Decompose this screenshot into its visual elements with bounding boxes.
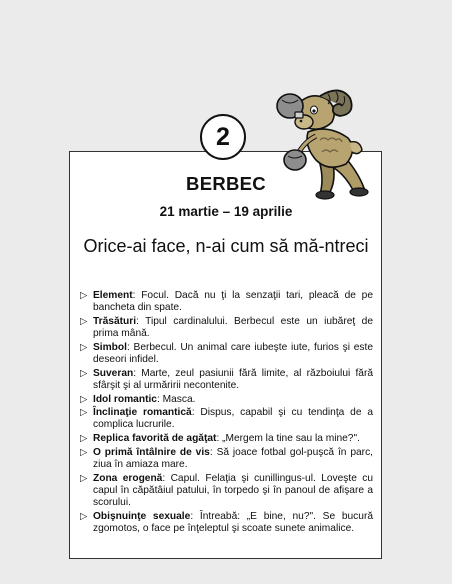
triangle-bullet-icon: ▷ <box>80 407 88 419</box>
trait-label: Idol romantic <box>93 393 157 405</box>
list-item <box>80 394 373 406</box>
triangle-bullet-icon: ▷ <box>80 290 88 301</box>
list-item <box>80 447 373 472</box>
list-item <box>80 342 373 367</box>
sign-motto: Orice-ai face, n-ai cum să mă-ntreci <box>83 236 369 256</box>
trait-label: O primă întâlnire de vis <box>93 446 210 458</box>
sign-date-range: 21 martie – 19 aprilie <box>159 204 293 219</box>
sign-number-badge: 2 <box>200 114 246 160</box>
triangle-bullet-icon: ▷ <box>80 433 88 445</box>
trait-label: Trăsături <box>93 315 137 327</box>
list-item <box>80 473 373 510</box>
trait-text: : Tipul cardinalului. Berbecul este un iubăreţ de prima mână. <box>93 315 373 340</box>
trait-text: : Masca. <box>156 393 196 405</box>
list-item <box>80 316 373 341</box>
list-item <box>80 368 373 393</box>
trait-text: : Să joace fotbal gol-puşcă în parc, ziua în amiaza mare. <box>93 446 373 470</box>
list-item <box>80 290 373 315</box>
triangle-bullet-icon: ▷ <box>80 315 88 327</box>
triangle-bullet-icon: ▷ <box>80 446 88 458</box>
trait-label: Element <box>93 290 133 301</box>
sign-title: BERBEC <box>186 173 266 194</box>
triangle-bullet-icon: ▷ <box>80 341 88 353</box>
trait-label: Suveran <box>93 367 134 379</box>
list-item <box>80 433 373 445</box>
trait-text: : Marte, zeul pasiunii fără limite, al războiului fără sfârşit şi al urmăririi necontenite. <box>93 367 373 391</box>
triangle-bullet-icon: ▷ <box>80 510 88 522</box>
trait-label: Obişnuinţe sexuale <box>93 510 191 522</box>
triangle-bullet-icon: ▷ <box>80 393 88 405</box>
trait-text: : Întreabă: „E bine, nu?". Se bucură zgomotos, o face pe înţeleptul şi scoate sunete animalice. <box>93 510 374 535</box>
list-item <box>80 407 373 432</box>
triangle-bullet-icon: ▷ <box>80 367 88 379</box>
trait-label: Înclinaţie romantică <box>93 407 192 419</box>
trait-text: : „Mergem la tine sau la mine?". <box>216 433 360 445</box>
triangle-bullet-icon: ▷ <box>80 472 88 484</box>
trait-text: : Capul. Felaţia şi cunillingus-ul. Loveşte cu capul în căpătâiul patului, în torpedo şi în panoul de afişare a scorului. <box>93 472 374 509</box>
trait-label: Simbol <box>93 341 127 353</box>
ram-boxing-mascot-icon <box>268 84 376 202</box>
traits-list <box>80 290 373 537</box>
trait-text: : Focul. Dacă nu ţi la senzaţii tari, pleacă de pe bancheta din spate. <box>93 290 373 314</box>
trait-text: : Dispus, capabil şi cu tendinţa de a complica lucrurile. <box>93 407 373 431</box>
trait-label: Replica favorită de agăţat <box>93 433 217 445</box>
list-item <box>80 511 373 536</box>
trait-text: : Berbecul. Un animal care iubeşte iute, furios şi este deseori infidel. <box>93 341 373 366</box>
trait-label: Zona erogenă <box>93 472 163 484</box>
